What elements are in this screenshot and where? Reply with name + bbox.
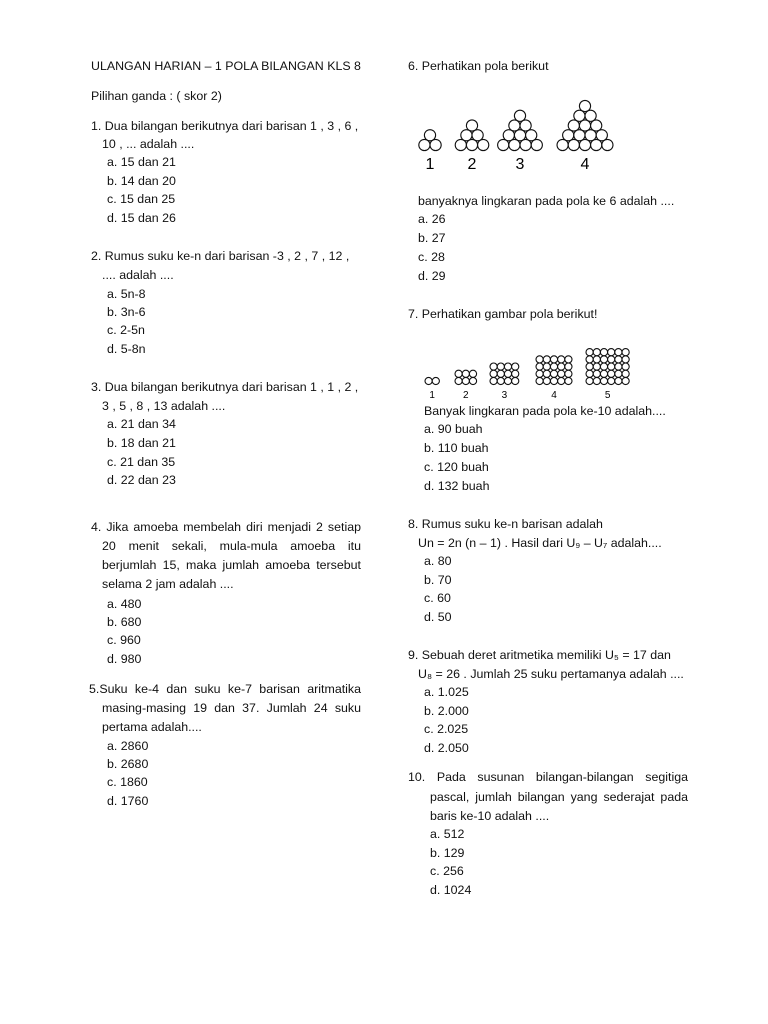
q7-option-d[interactable]: d. 132 buah [424,479,490,493]
q1-option-c[interactable]: c. 15 dan 25 [107,192,176,206]
pattern-4-circle [568,139,579,150]
pattern-2-circle [478,139,489,150]
q9-option-b[interactable]: b. 2.000 [424,704,469,718]
q6-option-b[interactable]: b. 27 [418,231,446,245]
grid-5-circle [615,370,622,377]
grid-4-circle [550,356,557,363]
question-4-line-3: berjumlah 15, maka jumlah amoeba tersebut [102,558,361,572]
grid-5-circle [600,349,607,356]
q3-option-c[interactable]: c. 21 dan 35 [107,455,176,469]
q8-option-d[interactable]: d. 50 [424,610,452,624]
grid-5-circle [593,349,600,356]
grid-3-circle [497,370,504,377]
pattern-4-circle [602,139,613,150]
grid-5-circle [615,356,622,363]
grid-4-circle [543,356,550,363]
q3-option-d[interactable]: d. 22 dan 23 [107,473,176,487]
grid-5-circle [608,349,615,356]
q5-option-a[interactable]: a. 2860 [107,739,149,753]
question-5-line-2: masing-masing 19 dan 37. Jumlah 24 suku [102,701,361,715]
question-3-line-2: 3 , 5 , 8 , 13 adalah .... [102,399,226,413]
grid-2-circle [462,370,469,377]
grid-2-circle [462,377,469,384]
question-6-line-1: 6. Perhatikan pola berikut [408,59,549,73]
q10-option-c[interactable]: c. 256 [430,864,464,878]
q7-option-c[interactable]: c. 120 buah [424,460,489,474]
q7-option-a[interactable]: a. 90 buah [424,422,483,436]
pattern-3-circle [498,139,509,150]
grid-4-circle [536,356,543,363]
grid-label-2: 2 [463,390,469,401]
q4-option-a[interactable]: a. 480 [107,597,142,611]
question-4-line-1: 4. Jika amoeba membelah diri menjadi 2 setiap [91,520,361,534]
grid-5-circle [622,363,629,370]
grid-5-circle [600,370,607,377]
grid-label-3: 3 [501,390,508,401]
grid-5-circle [608,356,615,363]
grid-1-circle [425,377,432,384]
grid-2-circle [469,377,476,384]
grid-3-circle [512,370,519,377]
grid-4-circle [550,363,557,370]
grid-5-circle [586,377,593,384]
grid-5-circle [593,370,600,377]
q9-option-a[interactable]: a. 1.025 [424,685,469,699]
question-5-line-3: pertama adalah.... [102,720,202,734]
grid-5-circle [586,349,593,356]
q6-option-c[interactable]: c. 28 [418,250,445,264]
grid-5-circle [622,356,629,363]
grid-4-circle [543,363,550,370]
question-7-line-1: 7. Perhatikan gambar pola berikut! [408,307,598,321]
q2-option-c[interactable]: c. 2-5n [107,323,145,337]
q2-option-b[interactable]: b. 3n-6 [107,305,146,319]
question-4-line-2: 20 menit sekali, mula-mula amoeba itu [102,539,361,553]
grid-5-circle [593,377,600,384]
q7-rectangle-pattern-figure [420,342,640,402]
pattern-2-circle [455,139,466,150]
question-9-line-1: 9. Sebuah deret aritmetika memiliki U₅ = 17 dan [408,648,671,662]
grid-4-circle [565,377,572,384]
q10-option-b[interactable]: b. 129 [430,846,465,860]
question-10-line-3: baris ke-10 adalah .... [430,809,550,823]
grid-5-circle [615,377,622,384]
q10-option-a[interactable]: a. 512 [430,827,465,841]
grid-1-circle [432,377,439,384]
q6-option-d[interactable]: d. 29 [418,269,446,283]
grid-4-circle [565,363,572,370]
grid-4-circle [536,377,543,384]
grid-4-circle [565,370,572,377]
q8-option-b[interactable]: b. 70 [424,573,452,587]
pattern-3-circle [531,139,542,150]
question-10-line-2: pascal, jumlah bilangan yang sederajat pada [430,790,688,804]
question-3-line-1: 3. Dua bilangan berikutnya dari barisan 1 , 1 , 2 , [91,380,359,394]
grid-5-circle [600,356,607,363]
question-8-line-1: 8. Rumus suku ke-n barisan adalah [408,517,603,531]
grid-4-circle [550,377,557,384]
q9-option-d[interactable]: d. 2.050 [424,741,469,755]
grid-3-circle [490,363,497,370]
question-4-line-4: selama 2 jam adalah .... [102,577,234,591]
pattern-1-circle [430,139,441,150]
question-2-line-2: .... adalah .... [102,268,174,282]
grid-3-circle [504,363,511,370]
pattern-1-circle [419,139,430,150]
grid-3-circle [497,363,504,370]
grid-5-circle [586,370,593,377]
grid-4-circle [565,356,572,363]
grid-4-circle [536,363,543,370]
page-title: ULANGAN HARIAN – 1 POLA BILANGAN KLS 8 [91,59,361,73]
grid-label-5: 5 [604,390,611,401]
pattern-2-circle [466,139,477,150]
q1-option-a[interactable]: a. 15 dan 21 [107,155,176,169]
q9-option-c[interactable]: c. 2.025 [424,722,469,736]
pattern-4-circle [557,139,568,150]
grid-4-circle [543,370,550,377]
grid-5-circle [586,356,593,363]
grid-3-circle [490,370,497,377]
grid-2-circle [455,377,462,384]
q2-option-d[interactable]: d. 5-8n [107,342,146,356]
q5-option-d[interactable]: d. 1760 [107,794,149,808]
grid-2-circle [469,370,476,377]
pattern-4-circle [579,139,590,150]
grid-5-circle [593,363,600,370]
grid-4-circle [558,363,565,370]
pattern-4-circle [591,139,602,150]
pattern-label-2: 2 [467,156,477,173]
q4-option-c[interactable]: c. 960 [107,633,141,647]
question-10-line-1: 10. Pada susunan bilangan-bilangan segitiga [408,770,688,784]
grid-5-circle [586,363,593,370]
pattern-3-circle [509,139,520,150]
grid-3-circle [504,370,511,377]
question-1-line-1: 1. Dua bilangan berikutnya dari barisan 1 , 3 , 6 , [91,119,359,133]
question-1-line-2: 10 , ... adalah .... [102,137,195,151]
grid-5-circle [593,356,600,363]
section-heading: Pilihan ganda : ( skor 2) [91,89,222,103]
grid-5-circle [608,377,615,384]
grid-5-circle [608,363,615,370]
question-2-line-1: 2. Rumus suku ke-n dari barisan -3 , 2 , 7 , 12 , [91,249,350,263]
grid-5-circle [608,370,615,377]
grid-4-circle [558,356,565,363]
question-6-stem: banyaknya lingkaran pada pola ke 6 adalah .... [418,194,675,208]
grid-4-circle [543,377,550,384]
grid-label-1: 1 [429,390,435,401]
question-9-line-2: U₈ = 26 . Jumlah 25 suku pertamanya adalah .... [418,667,684,681]
q3-option-a[interactable]: a. 21 dan 34 [107,417,176,431]
q4-option-b[interactable]: b. 680 [107,615,142,629]
grid-3-circle [497,377,504,384]
q10-option-d[interactable]: d. 1024 [430,883,472,897]
grid-4-circle [536,370,543,377]
pattern-label-3: 3 [515,156,525,173]
q1-option-d[interactable]: d. 15 dan 26 [107,211,176,225]
pattern-label-1: 1 [425,156,435,173]
grid-3-circle [490,377,497,384]
grid-4-circle [550,370,557,377]
grid-5-circle [600,363,607,370]
pattern-3-circle [520,139,531,150]
q8-option-c[interactable]: c. 60 [424,591,451,605]
grid-5-circle [600,377,607,384]
q5-option-c[interactable]: c. 1860 [107,775,148,789]
q8-option-a[interactable]: a. 80 [424,554,452,568]
q4-option-d[interactable]: d. 980 [107,652,142,666]
question-8-line-2: Un = 2n (n – 1) . Hasil dari U₉ – U₇ adalah.... [418,536,662,550]
grid-2-circle [455,370,462,377]
pattern-label-4: 4 [580,156,590,173]
grid-4-circle [558,377,565,384]
q1-option-b[interactable]: b. 14 dan 20 [107,174,176,188]
grid-3-circle [504,377,511,384]
question-7-stem: Banyak lingkaran pada pola ke-10 adalah.... [424,404,666,418]
q6-triangle-pattern-figure [410,92,610,172]
q7-option-b[interactable]: b. 110 buah [424,441,489,455]
grid-5-circle [622,377,629,384]
grid-3-circle [512,363,519,370]
grid-5-circle [622,349,629,356]
q5-option-b[interactable]: b. 2680 [107,757,149,771]
grid-3-circle [512,377,519,384]
grid-5-circle [622,370,629,377]
grid-5-circle [615,349,622,356]
q6-option-a[interactable]: a. 26 [418,212,446,226]
grid-4-circle [558,370,565,377]
grid-label-4: 4 [551,390,557,401]
grid-5-circle [615,363,622,370]
q2-option-a[interactable]: a. 5n-8 [107,287,146,301]
question-5-line-1: 5.Suku ke-4 dan suku ke-7 barisan aritmatika [89,682,361,696]
q3-option-b[interactable]: b. 18 dan 21 [107,436,176,450]
